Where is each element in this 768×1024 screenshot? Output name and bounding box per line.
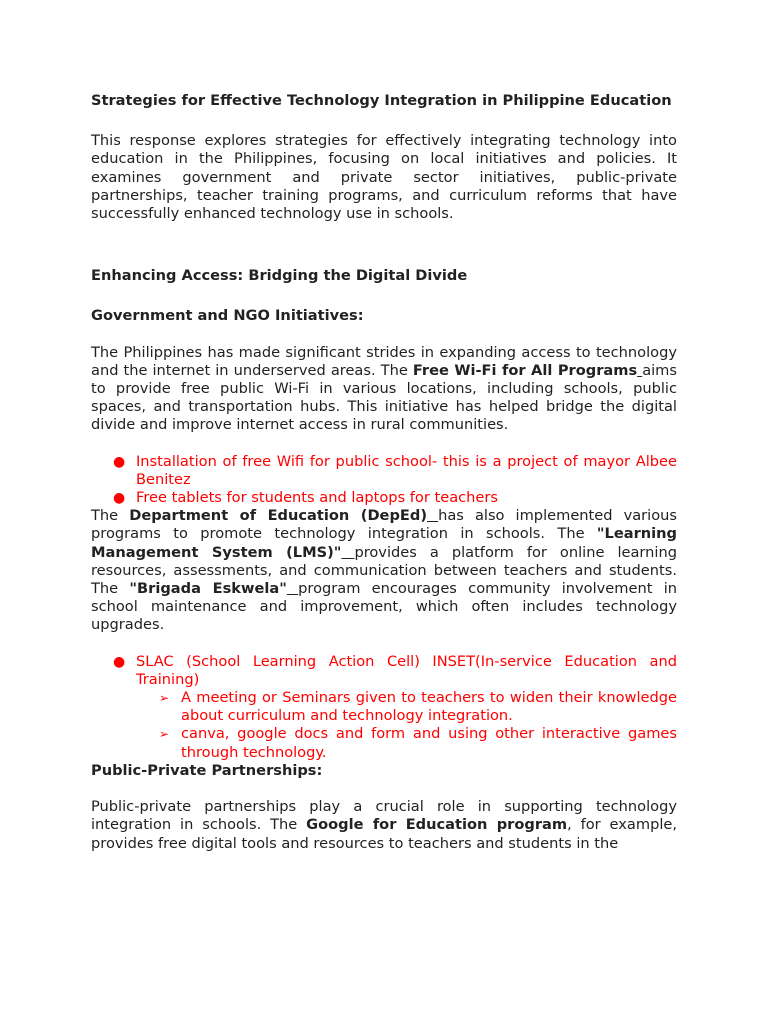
list-item-text: SLAC (School Learning Action Cell) INSET(In-service Education and Training): [136, 652, 677, 688]
annotation-list-wifi: [91, 453, 677, 508]
list-item-text: Free tablets for students and laptops for teachers: [136, 489, 498, 507]
subheading-government-ngo: Government and NGO Initiatives:: [91, 307, 364, 325]
sub-list: [136, 689, 677, 762]
bullet-icon: ●: [113, 653, 126, 670]
section-heading-access: Enhancing Access: Bridging the Digital Divide: [91, 267, 468, 285]
bullet-icon: ●: [113, 453, 126, 470]
list-item: [113, 452, 677, 489]
arrowhead-icon: ➢: [159, 727, 170, 742]
para2-underline-gap-1: [427, 507, 438, 524]
google-education-name: Google for Education program: [306, 816, 568, 834]
sub-list-item-text: canva, google docs and form and using other interactive games through technology.: [181, 725, 677, 761]
para3-text-c: , for example, provides free digital tools and resources to teachers and students in the: [91, 816, 678, 852]
para2-text-a: The: [91, 507, 130, 525]
para2-text-e: provides a platform for online learning resources, assessments, and communication between teachers and students. The: [91, 543, 677, 598]
subheading-public-private: Public-Private Partnerships:: [91, 761, 323, 779]
document-title: Strategies for Effective Technology Integration in Philippine Education: [91, 92, 672, 109]
para2-underline-gap-3: [287, 580, 298, 597]
arrowhead-icon: ➢: [159, 691, 170, 706]
sub-list-item: [159, 725, 677, 761]
free-wifi-program-name: Free Wi-Fi for All Programs: [412, 361, 638, 379]
document-body: [91, 92, 677, 871]
list-item-text: Installation of free Wifi for public school- this is a project of mayor Albee Benitez: [136, 452, 677, 488]
bullet-icon: ●: [113, 490, 126, 507]
list-item: [113, 652, 677, 762]
lms-name: "Learning Management System (LMS)": [91, 525, 677, 561]
deped-name: Department of Education (DepEd): [129, 507, 427, 525]
para2-text-g: program encourages community involvement in school maintenance and improvement, which often includes technology upgrades.: [91, 580, 678, 634]
para2-underline-gap-2: [341, 544, 354, 561]
para1-text-c: aims to provide free public Wi-Fi in various locations, including schools, public spaces, and transportation hubs. This initiative has helped bridge the digital divide and improve internet access in rural communities.: [91, 361, 678, 434]
sub-list-item-text: A meeting or Seminars given to teachers to widen their knowledge about curriculum and technology integration.: [181, 689, 677, 725]
brigada-eskwela-name: "Brigada Eskwela": [129, 580, 287, 598]
para3-text-a: Public-private partnerships play a crucial role in supporting technology integration in schools. The: [91, 798, 677, 834]
paragraph-deped: [91, 507, 677, 634]
para2-text-c: has also implemented various programs to promote technology integration in schools. The: [91, 507, 678, 543]
para1-text-a: The Philippines has made significant strides in expanding access to technology and the internet in underserved areas. The: [91, 343, 677, 379]
paragraph-free-wifi: [91, 344, 677, 435]
list-item: [113, 489, 677, 507]
paragraph-google-education: [91, 798, 677, 853]
intro-paragraph: This response explores strategies for effectively integrating technology into education in the Philippines, focusing on local initiatives and policies. It examines government and private sector initiatives, public-private partnerships, teacher training programs, and curriculum reforms that have successfully enhanced technology use in schools.: [91, 132, 677, 223]
annotation-list-slac: [91, 653, 677, 762]
sub-list-item: [159, 689, 677, 725]
